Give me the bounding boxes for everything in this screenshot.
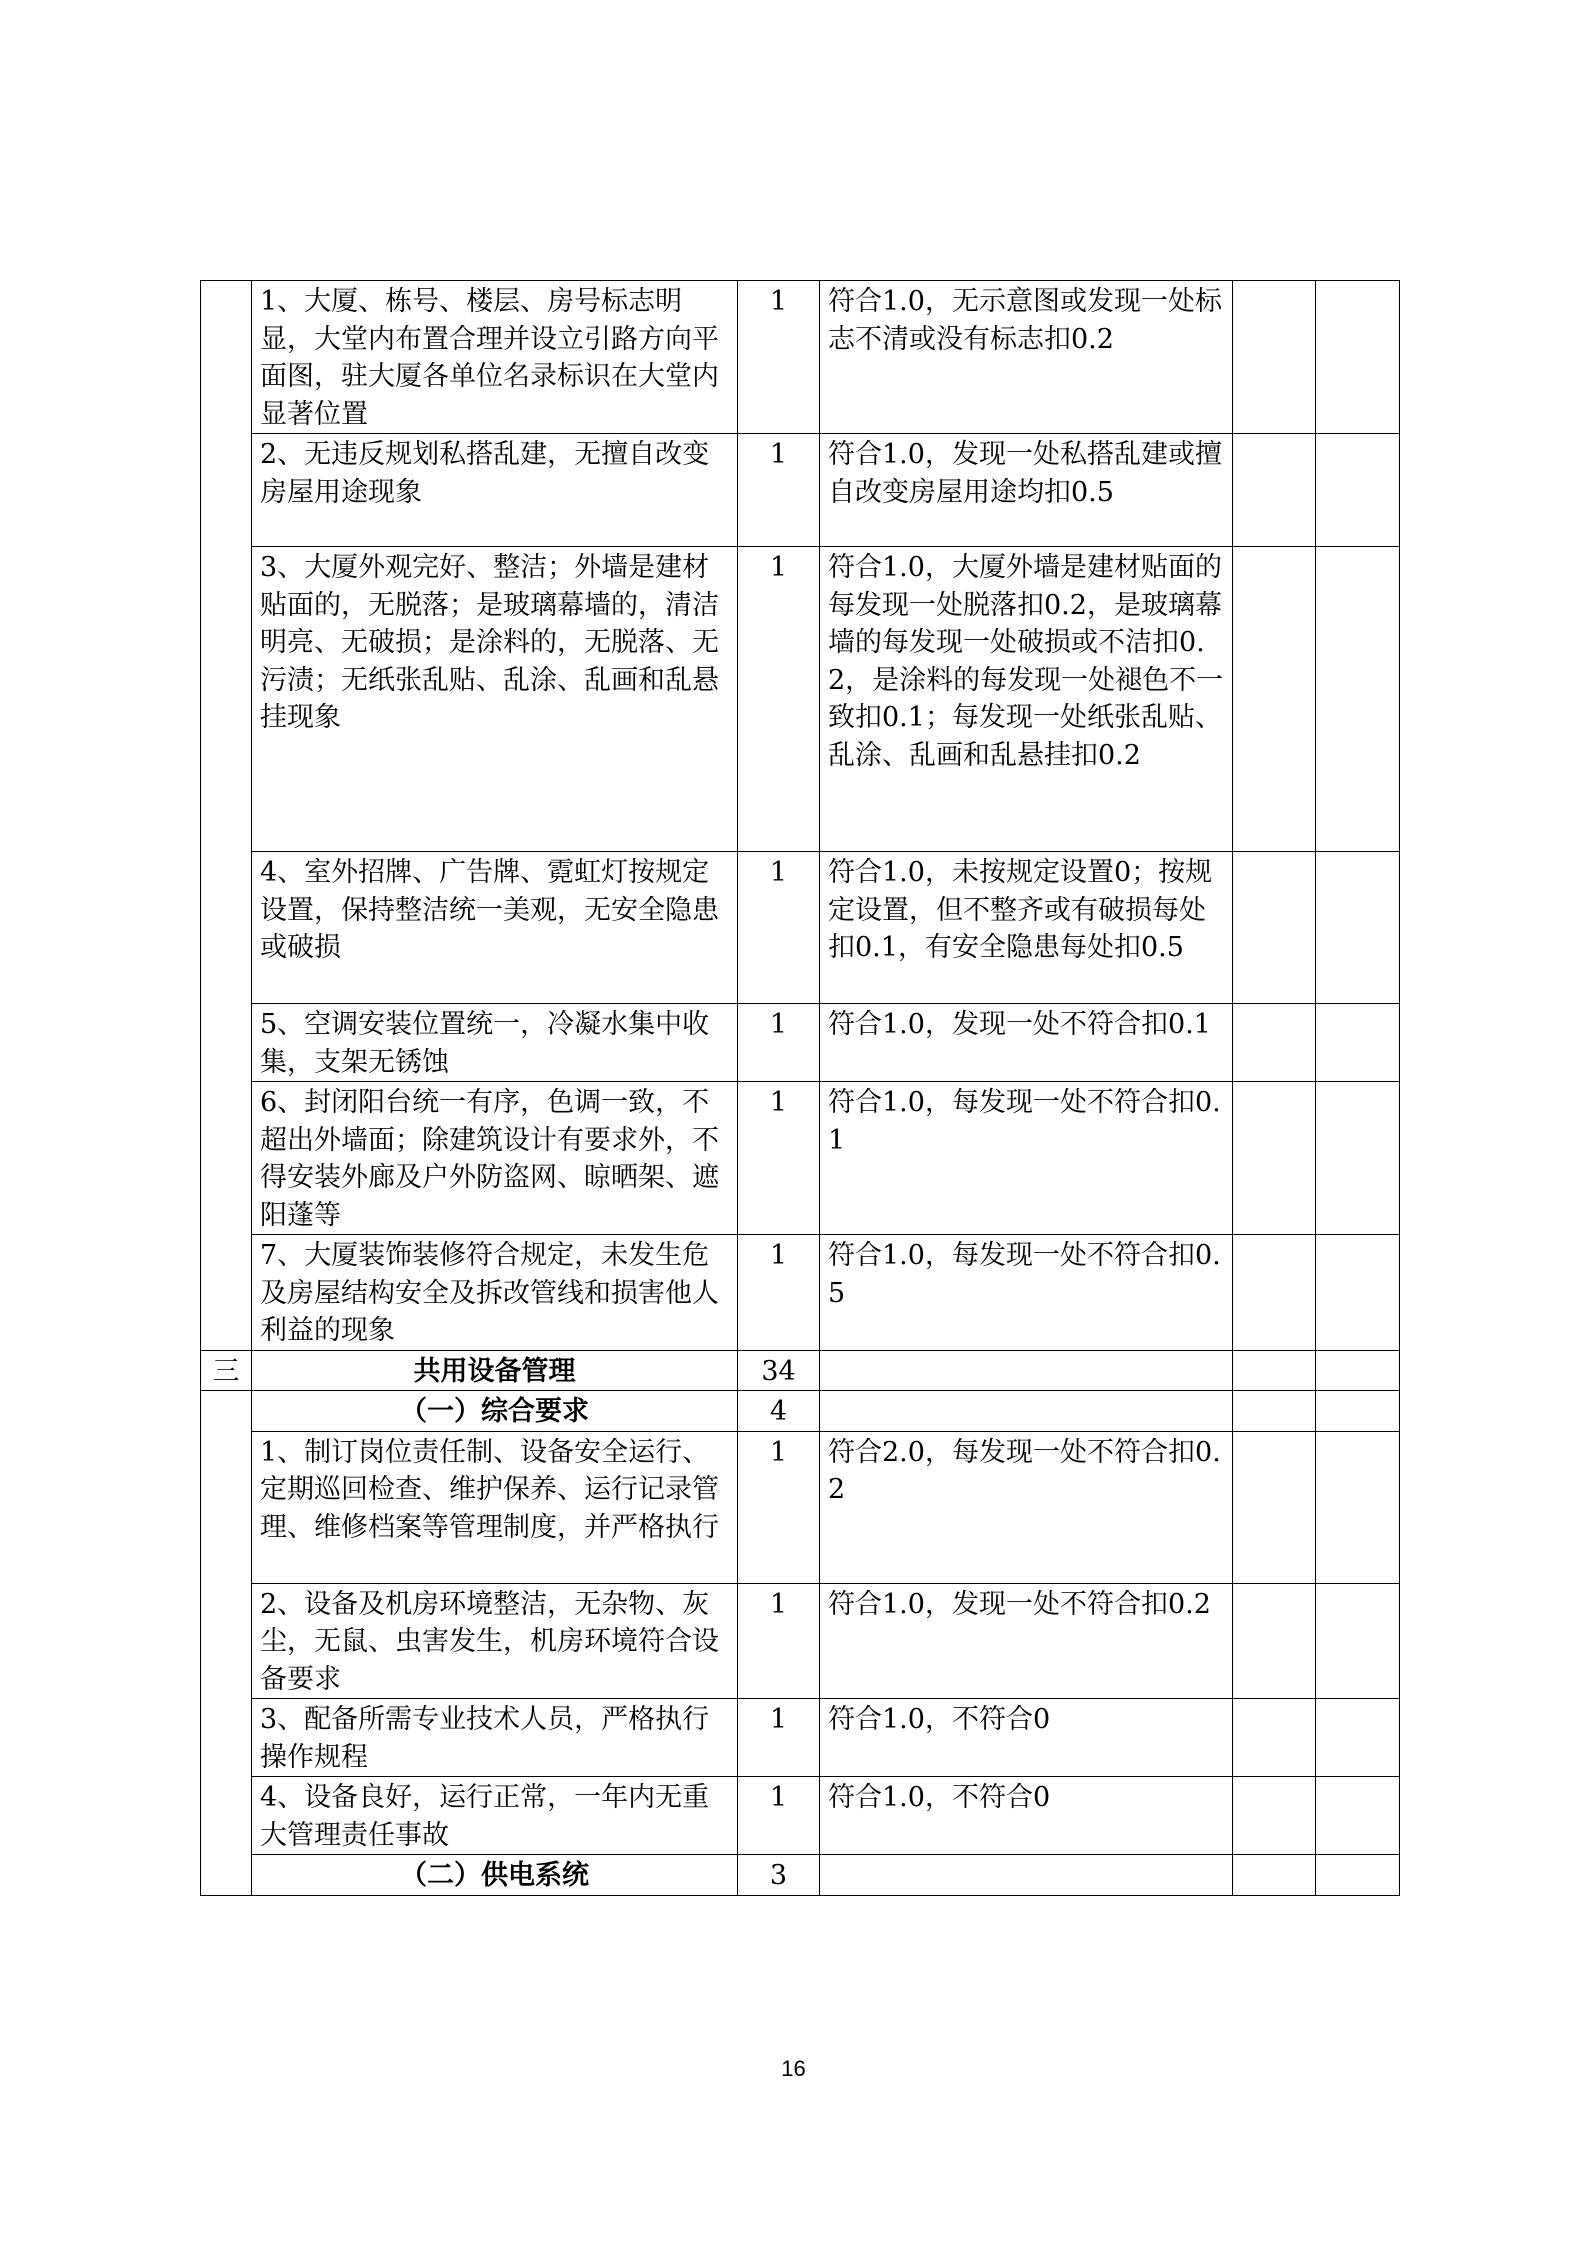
table-row bbox=[201, 1431, 1400, 1583]
score-cell: 1 bbox=[738, 1583, 820, 1699]
score-cell: 1 bbox=[738, 1699, 820, 1777]
deduction-cell bbox=[1233, 281, 1316, 434]
table-row bbox=[201, 852, 1400, 1004]
requirement-cell: 6、封闭阳台统一有序，色调一致，不超出外墙面；除建筑设计有要求外，不得安装外廊及户外防盗网、晾晒架、遮阳蓬等 bbox=[252, 1082, 738, 1235]
table-row bbox=[201, 547, 1400, 852]
requirement-cell: 2、设备及机房环境整洁，无杂物、灰尘，无鼠、虫害发生，机房环境符合设备要求 bbox=[252, 1583, 738, 1699]
section-number: 三 bbox=[201, 1350, 252, 1391]
requirement-cell: 1、大厦、栋号、楼层、房号标志明显，大堂内布置合理并设立引路方向平面图，驻大厦各单位名录标识在大堂内显著位置 bbox=[252, 281, 738, 434]
score-cell: 1 bbox=[738, 434, 820, 547]
subsection-score: 4 bbox=[738, 1391, 820, 1432]
remark-cell bbox=[1316, 281, 1400, 434]
section-cell bbox=[201, 1391, 252, 1896]
deduction-cell bbox=[1233, 1699, 1316, 1777]
deduction-cell bbox=[1233, 547, 1316, 852]
section-header-row bbox=[201, 1350, 1400, 1391]
deduction-cell bbox=[1233, 852, 1316, 1004]
subsection-title: （一）综合要求 bbox=[252, 1391, 738, 1432]
deduction-cell bbox=[1233, 1235, 1316, 1351]
deduction-cell bbox=[1233, 1004, 1316, 1082]
deduction-cell bbox=[1233, 1082, 1316, 1235]
standard-cell: 符合1.0，发现一处私搭乱建或擅自改变房屋用途均扣0.5 bbox=[820, 434, 1233, 547]
standard-cell: 符合1.0，大厦外墙是建材贴面的每发现一处脱落扣0.2，是玻璃幕墙的每发现一处破损或不洁扣0.2，是涂料的每发现一处褪色不一致扣0.1；每发现一处纸张乱贴、乱涂、乱画和乱悬挂扣0.2 bbox=[820, 547, 1233, 852]
standard-cell: 符合1.0，未按规定设置0；按规定设置，但不整齐或有破损每处扣0.1，有安全隐患每处扣0.5 bbox=[820, 852, 1233, 1004]
table-row bbox=[201, 1004, 1400, 1082]
subsection-score: 3 bbox=[738, 1855, 820, 1896]
standard-cell: 符合2.0，每发现一处不符合扣0.2 bbox=[820, 1431, 1233, 1583]
requirement-cell: 3、大厦外观完好、整洁；外墙是建材贴面的，无脱落；是玻璃幕墙的，清洁明亮、无破损；是涂料的，无脱落、无污渍；无纸张乱贴、乱涂、乱画和乱悬挂现象 bbox=[252, 547, 738, 852]
remark-cell bbox=[1316, 1082, 1400, 1235]
standard-cell: 符合1.0，发现一处不符合扣0.1 bbox=[820, 1004, 1233, 1082]
deduction-cell bbox=[1233, 1391, 1316, 1432]
score-cell: 1 bbox=[738, 1777, 820, 1855]
standard-cell: 符合1.0，每发现一处不符合扣0.5 bbox=[820, 1235, 1233, 1351]
requirement-cell: 4、设备良好，运行正常，一年内无重大管理责任事故 bbox=[252, 1777, 738, 1855]
score-cell: 1 bbox=[738, 1431, 820, 1583]
deduction-cell bbox=[1233, 1431, 1316, 1583]
score-cell: 1 bbox=[738, 547, 820, 852]
remark-cell bbox=[1316, 1391, 1400, 1432]
remark-cell bbox=[1316, 852, 1400, 1004]
requirement-cell: 1、制订岗位责任制、设备安全运行、定期巡回检查、维护保养、运行记录管理、维修档案等管理制度，并严格执行 bbox=[252, 1431, 738, 1583]
table-row bbox=[201, 1583, 1400, 1699]
standard-cell: 符合1.0，发现一处不符合扣0.2 bbox=[820, 1583, 1233, 1699]
page-number: 16 bbox=[781, 2056, 806, 2081]
remark-cell bbox=[1316, 434, 1400, 547]
subsection-title: （二）供电系统 bbox=[252, 1855, 738, 1896]
standard-cell: 符合1.0，无示意图或发现一处标志不清或没有标志扣0.2 bbox=[820, 281, 1233, 434]
standard-cell: 符合1.0，不符合0 bbox=[820, 1777, 1233, 1855]
section-score: 34 bbox=[738, 1350, 820, 1391]
requirement-cell: 3、配备所需专业技术人员，严格执行操作规程 bbox=[252, 1699, 738, 1777]
remark-cell bbox=[1316, 1235, 1400, 1351]
remark-cell bbox=[1316, 547, 1400, 852]
score-cell: 1 bbox=[738, 1004, 820, 1082]
section-title: 共用设备管理 bbox=[252, 1350, 738, 1391]
standard-cell bbox=[820, 1855, 1233, 1896]
score-cell: 1 bbox=[738, 852, 820, 1004]
standards-table bbox=[200, 280, 1400, 1896]
subsection-header-row bbox=[201, 1391, 1400, 1432]
requirement-cell: 7、大厦装饰装修符合规定，未发生危及房屋结构安全及拆改管线和损害他人利益的现象 bbox=[252, 1235, 738, 1351]
requirement-cell: 2、无违反规划私搭乱建，无擅自改变房屋用途现象 bbox=[252, 434, 738, 547]
deduction-cell bbox=[1233, 1855, 1316, 1896]
remark-cell bbox=[1316, 1699, 1400, 1777]
remark-cell bbox=[1316, 1777, 1400, 1855]
requirement-cell: 4、室外招牌、广告牌、霓虹灯按规定设置，保持整洁统一美观，无安全隐患或破损 bbox=[252, 852, 738, 1004]
subsection-header-row bbox=[201, 1855, 1400, 1896]
remark-cell bbox=[1316, 1855, 1400, 1896]
score-cell: 1 bbox=[738, 281, 820, 434]
remark-cell bbox=[1316, 1350, 1400, 1391]
remark-cell bbox=[1316, 1583, 1400, 1699]
requirement-cell: 5、空调安装位置统一，冷凝水集中收集，支架无锈蚀 bbox=[252, 1004, 738, 1082]
table-row bbox=[201, 1699, 1400, 1777]
table-row bbox=[201, 281, 1400, 434]
standard-cell: 符合1.0，不符合0 bbox=[820, 1699, 1233, 1777]
remark-cell bbox=[1316, 1004, 1400, 1082]
standard-cell bbox=[820, 1350, 1233, 1391]
deduction-cell bbox=[1233, 1583, 1316, 1699]
deduction-cell bbox=[1233, 1777, 1316, 1855]
remark-cell bbox=[1316, 1431, 1400, 1583]
standard-cell: 符合1.0，每发现一处不符合扣0.1 bbox=[820, 1082, 1233, 1235]
table-row bbox=[201, 1082, 1400, 1235]
standard-cell bbox=[820, 1391, 1233, 1432]
section-cell bbox=[201, 281, 252, 1351]
deduction-cell bbox=[1233, 1350, 1316, 1391]
table-row bbox=[201, 434, 1400, 547]
table-row bbox=[201, 1235, 1400, 1351]
score-cell: 1 bbox=[738, 1235, 820, 1351]
deduction-cell bbox=[1233, 434, 1316, 547]
score-cell: 1 bbox=[738, 1082, 820, 1235]
table-row bbox=[201, 1777, 1400, 1855]
